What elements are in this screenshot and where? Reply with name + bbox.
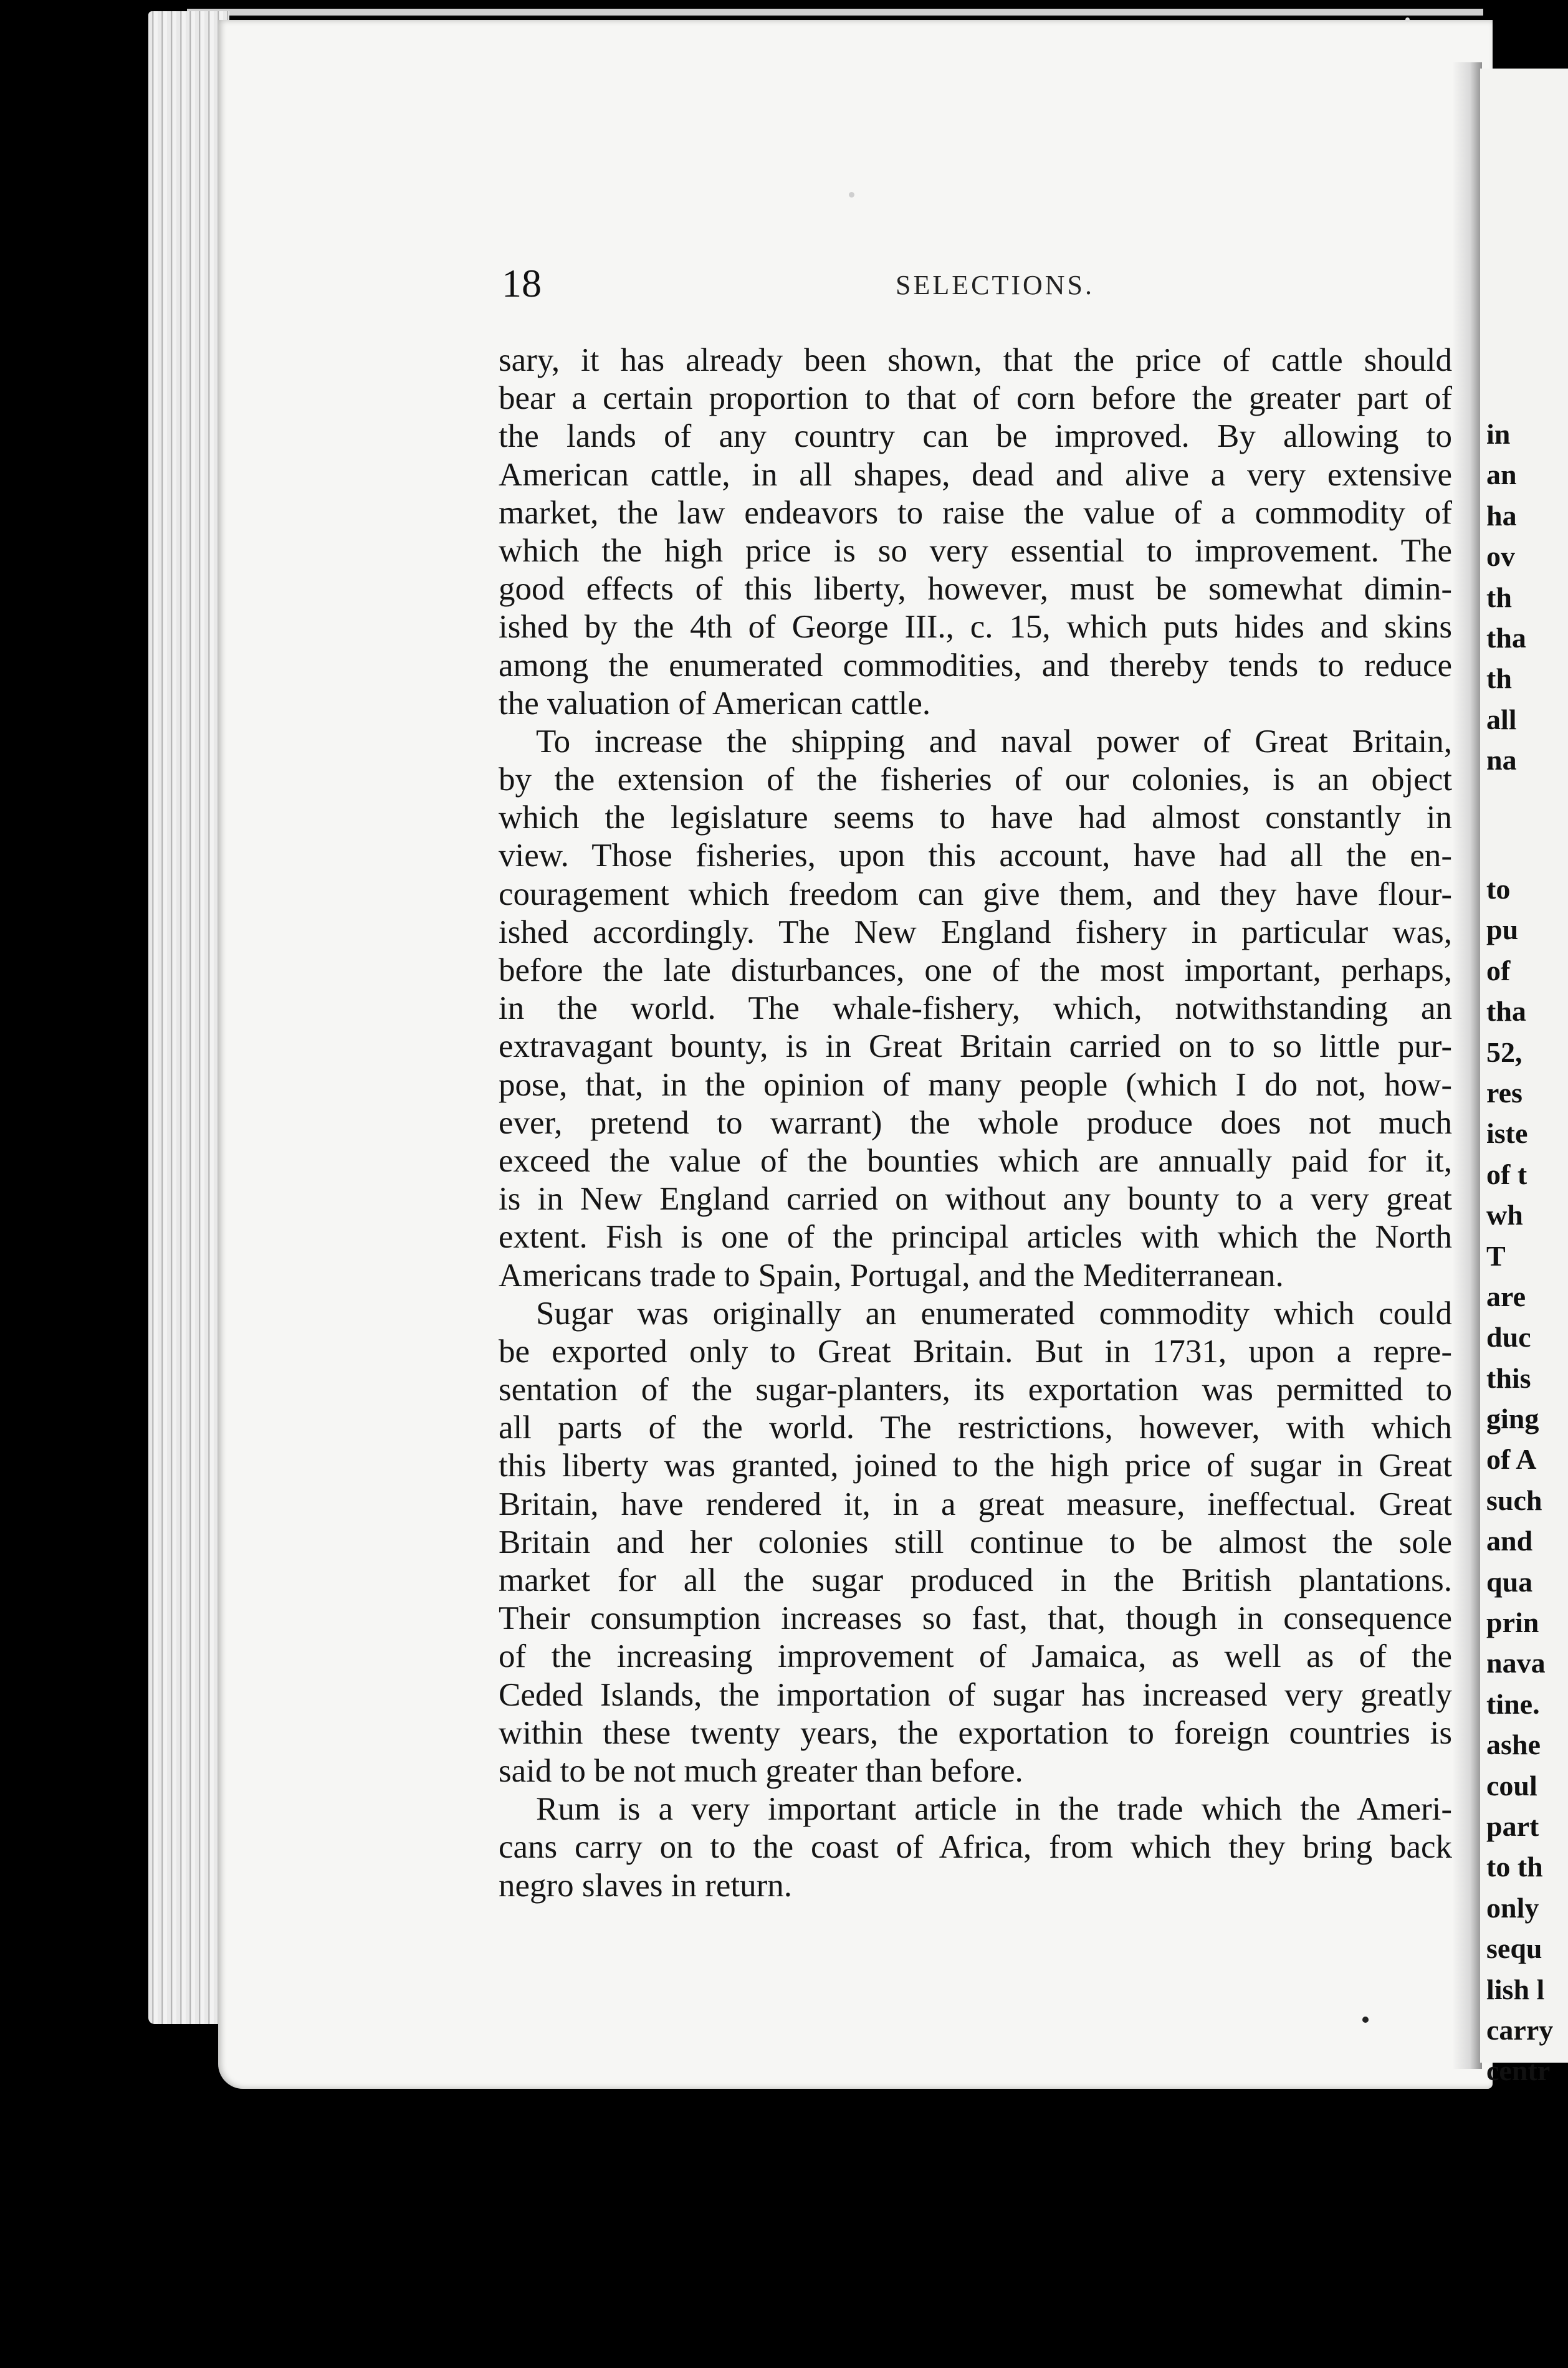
text-line: ished by the 4th of George III., c. 15, which puts hides and skins — [499, 609, 1452, 646]
text-line: in the world. The whale-fishery, which, notwithstanding an — [499, 990, 1452, 1027]
book-gutter — [1452, 62, 1482, 2069]
facing-page-text-fragment: pu — [1486, 914, 1519, 946]
text-line: which the high price is so very essential to improvement. The — [499, 532, 1452, 569]
facing-page-text-fragment: na — [1486, 744, 1517, 776]
text-line: Sugar was originally an enumerated commodity which could — [536, 1295, 1452, 1332]
text-line: ished accordingly. The New England fishery in particular was, — [499, 914, 1452, 950]
facing-page-text-fragment: ov — [1486, 540, 1515, 573]
facing-page-text-fragment: this — [1486, 1362, 1531, 1394]
facing-page-text-fragment: part — [1486, 1810, 1539, 1842]
facing-page-lower-fragments — [1480, 872, 1568, 2095]
facing-page-text-fragment: such — [1486, 1484, 1542, 1516]
facing-page-text-fragment: of A — [1486, 1443, 1537, 1476]
facing-page-text-fragment: are — [1486, 1280, 1526, 1312]
text-line: American cattle, in all shapes, dead and alive a very extensive — [499, 456, 1452, 493]
text-line: within these twenty years, the exportation to foreign countries is — [499, 1714, 1452, 1751]
scan-speck — [849, 192, 854, 198]
facing-page-text-fragment: carry — [1486, 2013, 1554, 2046]
facing-page-fragment — [1480, 69, 1568, 2087]
facing-page-text-fragment: qua — [1486, 1565, 1533, 1598]
scan-speck — [1362, 2017, 1369, 2023]
text-line: pose, that, in the opinion of many people (which I do not, how- — [499, 1066, 1452, 1103]
text-line: which the legislature seems to have had almost constantly in — [499, 800, 1452, 836]
facing-page-text-fragment: only — [1486, 1891, 1539, 1924]
text-line: the valuation of American cattle. — [499, 685, 931, 722]
facing-page-text-fragment: of — [1486, 954, 1511, 986]
facing-page-text-fragment: to th — [1486, 1851, 1543, 1883]
text-line: sary, it has already been shown, that the price of cattle should — [499, 342, 1452, 378]
text-line: extravagant bounty, is in Great Britain carried on to so little pur- — [499, 1028, 1452, 1065]
body-text — [499, 341, 1452, 1905]
facing-page-text-fragment: all — [1486, 703, 1517, 735]
facing-page-text-fragment: an — [1486, 459, 1517, 491]
text-line: Their consumption increases so fast, that, though in consequence — [499, 1600, 1452, 1637]
text-line: is in New England carried on without any bounty to a very great — [499, 1181, 1452, 1218]
facing-page-text-fragment: tine. — [1486, 1688, 1540, 1720]
text-line: Britain, have rendered it, in a great measure, ineffectual. Great — [499, 1486, 1452, 1522]
text-line: said to be not much greater than before. — [499, 1752, 1023, 1789]
text-line: bear a certain proportion to that of corn before the greater part of — [499, 380, 1452, 417]
facing-page-text-fragment: duc — [1486, 1321, 1531, 1353]
text-line: good effects of this liberty, however, must be somewhat dimin- — [499, 571, 1452, 608]
page-top-edge — [187, 9, 1483, 16]
text-line: Rum is a very important article in the trade which the Ameri- — [536, 1791, 1452, 1828]
facing-page-text-fragment: iste — [1486, 1117, 1528, 1150]
text-line: market for all the sugar produced in the British plantations. — [499, 1562, 1452, 1598]
text-line: Ceded Islands, the importation of sugar has increased very greatly — [499, 1676, 1452, 1713]
facing-page-text-fragment: ging — [1486, 1403, 1539, 1435]
text-line: Americans trade to Spain, Portugal, and the Mediterranean. — [499, 1257, 1284, 1294]
facing-page-text-fragment: th — [1486, 581, 1512, 613]
facing-page-text-fragment: centr — [1486, 2055, 1551, 2087]
page-number: 18 — [502, 261, 542, 305]
facing-page-text-fragment: and — [1486, 1525, 1533, 1557]
text-line: sentation of the sugar-planters, its exportation was permitted to — [499, 1372, 1452, 1408]
scan-speck — [1405, 17, 1410, 22]
facing-page-text-fragment: sequ — [1486, 1932, 1542, 1965]
text-line: this liberty was granted, joined to the high price of sugar in Great — [499, 1448, 1452, 1484]
text-line: extent. Fish is one of the principal articles with which the North — [499, 1219, 1452, 1256]
facing-page-text-fragment: of t — [1486, 1158, 1527, 1190]
text-line: cans carry on to the coast of Africa, from which they bring back — [499, 1829, 1452, 1866]
text-line: Britain and her colonies still continue to be almost the sole — [499, 1524, 1452, 1560]
text-line: market, the law endeavors to raise the value of a commodity of — [499, 494, 1452, 531]
facing-page-text-fragment: ashe — [1486, 1729, 1541, 1761]
running-head: SELECTIONS. — [896, 270, 1094, 300]
facing-page-text-fragment: wh — [1486, 1199, 1523, 1231]
text-line: among the enumerated commodities, and thereby tends to reduce — [499, 647, 1452, 684]
facing-page-text-fragment: tha — [1486, 621, 1526, 654]
text-line: of the increasing improvement of Jamaica, as well as of the — [499, 1638, 1452, 1675]
text-line: ever, pretend to warrant) the whole produce does not much — [499, 1104, 1452, 1141]
facing-page-text-fragment: res — [1486, 1076, 1523, 1109]
text-line: be exported only to Great Britain. But in 1731, upon a repre- — [499, 1333, 1452, 1370]
page-header — [502, 260, 1455, 317]
text-line: the lands of any country can be improved. By allowing to — [499, 418, 1452, 455]
facing-page-text-fragment: to — [1486, 873, 1511, 905]
facing-page-text-fragment: lish l — [1486, 1973, 1545, 2005]
facing-page-upper-fragments — [1480, 418, 1568, 785]
text-line: before the late disturbances, one of the most important, perhaps, — [499, 952, 1452, 988]
facing-page-text-fragment: 52, — [1486, 1036, 1523, 1068]
text-line: negro slaves in return. — [499, 1867, 792, 1904]
facing-page-text-fragment: prin — [1486, 1607, 1539, 1639]
facing-page-text-fragment: T — [1486, 1239, 1506, 1272]
facing-page-text-fragment: in — [1486, 418, 1511, 450]
text-line: by the extension of the fisheries of our colonies, is an object — [499, 761, 1452, 798]
text-line: all parts of the world. The restrictions, however, with which — [499, 1410, 1452, 1446]
facing-page-text-fragment: ha — [1486, 499, 1517, 532]
facing-page-text-fragment: coul — [1486, 1769, 1537, 1802]
text-line: couragement which freedom can give them, and they have flour- — [499, 876, 1452, 912]
text-line: exceed the value of the bounties which are annually paid for it, — [499, 1142, 1452, 1179]
text-line: view. Those fisheries, upon this account, have had all the en- — [499, 838, 1452, 874]
facing-page-text-fragment: nava — [1486, 1647, 1546, 1679]
facing-page-text-fragment: th — [1486, 662, 1512, 695]
text-line: To increase the shipping and naval power of Great Britain, — [536, 723, 1452, 760]
facing-page-text-fragment: tha — [1486, 995, 1526, 1028]
stacked-page-edges — [148, 11, 229, 2024]
